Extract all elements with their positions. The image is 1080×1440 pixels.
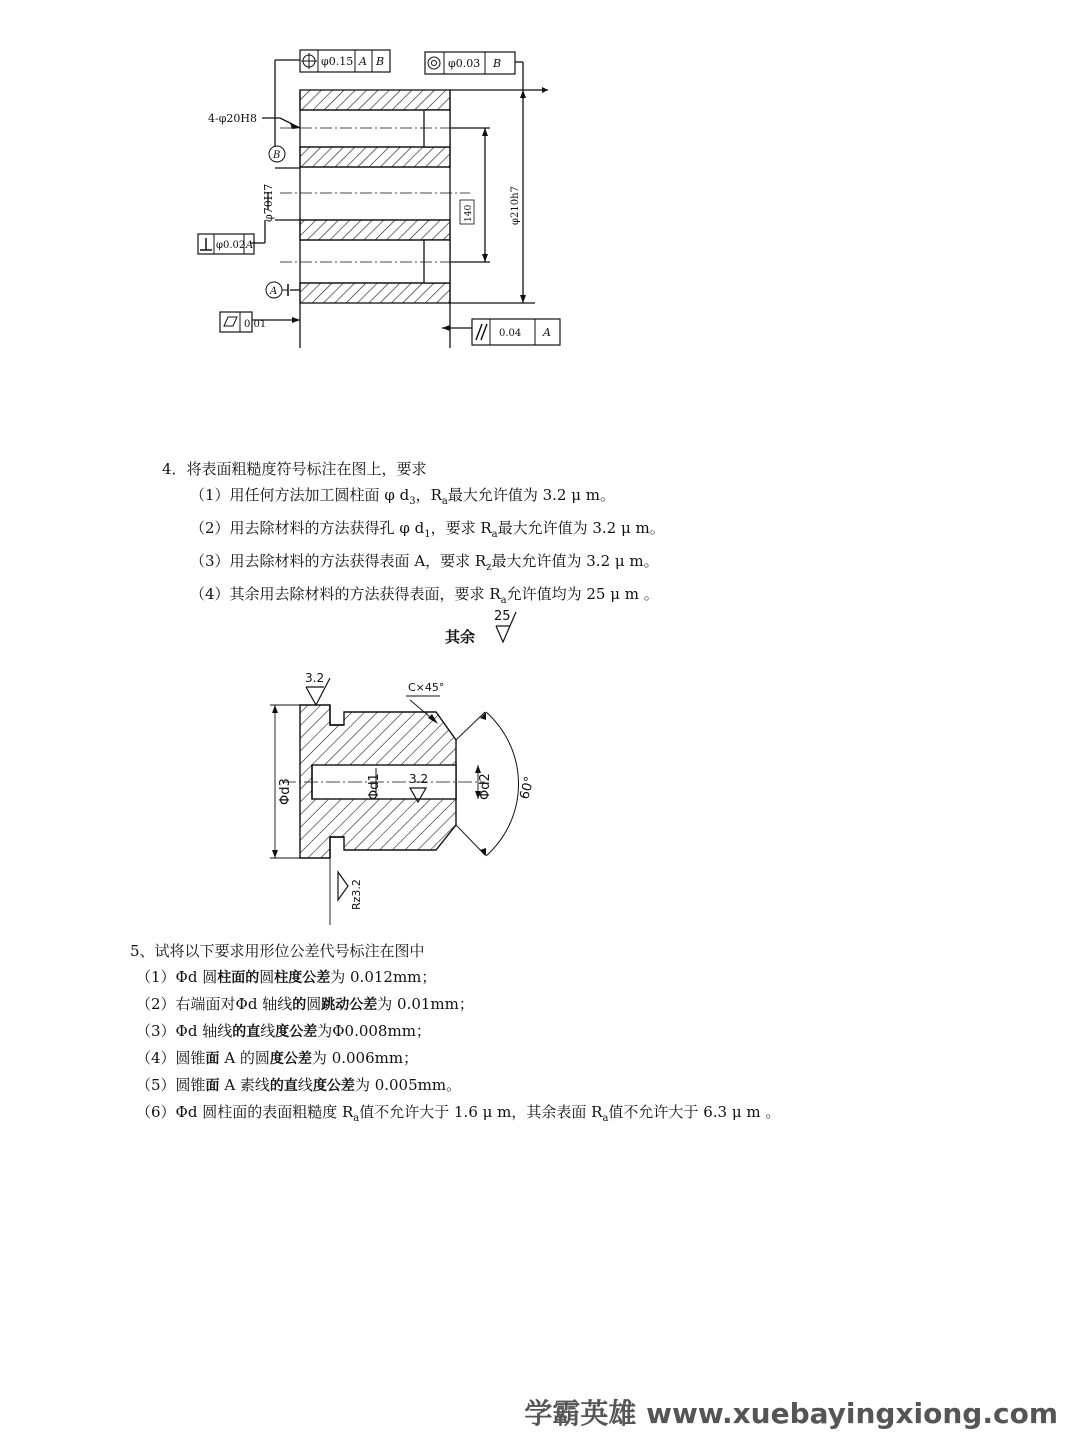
svg-text:B: B xyxy=(273,150,281,161)
position-ref-b: B xyxy=(376,55,385,68)
angle-label: 60° xyxy=(517,774,538,802)
parallelism-symbol-icon xyxy=(476,324,487,340)
parallelism-ref: A xyxy=(543,326,551,339)
perpendicularity-tolerance-frame xyxy=(198,234,254,254)
bore-label: φ70H7 xyxy=(262,183,275,222)
flatness-symbol-icon xyxy=(224,317,237,326)
bushing-roughness-drawing xyxy=(260,600,560,930)
position-value: φ0.15 xyxy=(321,55,354,68)
datum-b-marker xyxy=(269,146,285,162)
section-5-item-1: （1）Φd 圆柱面的圆柱度公差为 0.012mm； xyxy=(136,968,437,986)
section-5-item-4: （4）圆锥面 A 的圆度公差为 0.006mm； xyxy=(136,1049,419,1067)
top-roughness-value: 3.2 xyxy=(305,671,325,685)
chamfer-label: C×45° xyxy=(408,681,445,694)
dimension-outer: φ210h7 xyxy=(510,186,521,225)
section-4-item-4: （4）其余用去除材料的方法获得表面，要求 $R_a$允许值均为 25 μ m 。 xyxy=(190,585,659,606)
section-4-item-2: （2）用去除材料的方法获得孔 φ $d_1$，要求 $R_a$最大允许值为 3.2 μ m。 xyxy=(190,519,665,540)
flange-tolerance-drawing xyxy=(190,40,570,360)
inner-roughness-value: 3.2 xyxy=(409,772,429,786)
flatness-tolerance-frame xyxy=(220,312,266,332)
dimension-140: 140 xyxy=(464,204,474,222)
holes-label: 4-φ20H8 xyxy=(208,112,258,125)
flatness-value: 0.01 xyxy=(244,319,267,330)
section-5-item-3: （3）Φd 轴线的直线度公差为Φ0.008mm； xyxy=(136,1022,431,1040)
parallelism-value: 0.04 xyxy=(499,328,522,339)
dim-d3: Φd3 xyxy=(278,778,293,805)
coaxiality-ref: B xyxy=(493,57,502,70)
rz-roughness-icon xyxy=(338,872,348,900)
section-5-item-6: （6）Φd 圆柱面的表面粗糙度 $R_a$值不允许大于 1.6 μ m，其余表面 $R_a$值不允许大于 6.3 μ m 。 xyxy=(136,1103,781,1124)
section-5-title: 5、试将以下要求用形位公差代号标注在图中 xyxy=(130,942,425,960)
position-ref-a: A xyxy=(359,55,367,68)
perpendicularity-symbol-icon xyxy=(200,238,212,250)
section-4-item-1: （1）用任何方法加工圆柱面 φ $d_3$，$R_a$最大允许值为 3.2 μ m。 xyxy=(190,486,615,507)
dim-d1: Φd1 xyxy=(367,773,382,800)
rest-label: 其余 xyxy=(445,628,476,646)
svg-text:A: A xyxy=(270,286,278,297)
coaxiality-tolerance-frame xyxy=(425,52,515,74)
section-4 xyxy=(162,456,665,614)
dim-d2: Φd2 xyxy=(478,773,493,800)
bushing-section-view xyxy=(270,696,519,925)
section-4-item-3: （3）用去除材料的方法获得表面 A，要求 $R_z$最大允许值为 3.2 μ m。 xyxy=(190,552,659,573)
rz-label: Rz3.2 xyxy=(350,879,363,910)
datum-a-marker xyxy=(266,282,288,298)
section-4-title: 4．将表面粗糙度符号标注在图上，要求 xyxy=(162,460,427,478)
section-5-item-5: （5）圆锥面 A 素线的直线度公差为 0.005mm。 xyxy=(136,1076,462,1094)
perpendicularity-value: φ0.02 xyxy=(216,240,246,251)
rest-roughness-value: 25 xyxy=(494,609,511,624)
perpendicularity-ref: A xyxy=(246,240,254,251)
position-symbol-icon xyxy=(301,53,317,69)
section-5 xyxy=(130,938,780,1132)
watermark: 学霸英雄 www.xuebayingxiong.com xyxy=(524,1397,1058,1430)
parallelism-tolerance-frame xyxy=(472,319,560,345)
position-tolerance-frame xyxy=(300,50,390,72)
section-5-item-2: （2）右端面对Φd 轴线的圆跳动公差为 0.01mm； xyxy=(136,995,474,1013)
coaxiality-symbol-icon xyxy=(428,57,440,69)
part-section-view xyxy=(250,60,548,348)
coaxiality-value: φ0.03 xyxy=(448,57,481,70)
